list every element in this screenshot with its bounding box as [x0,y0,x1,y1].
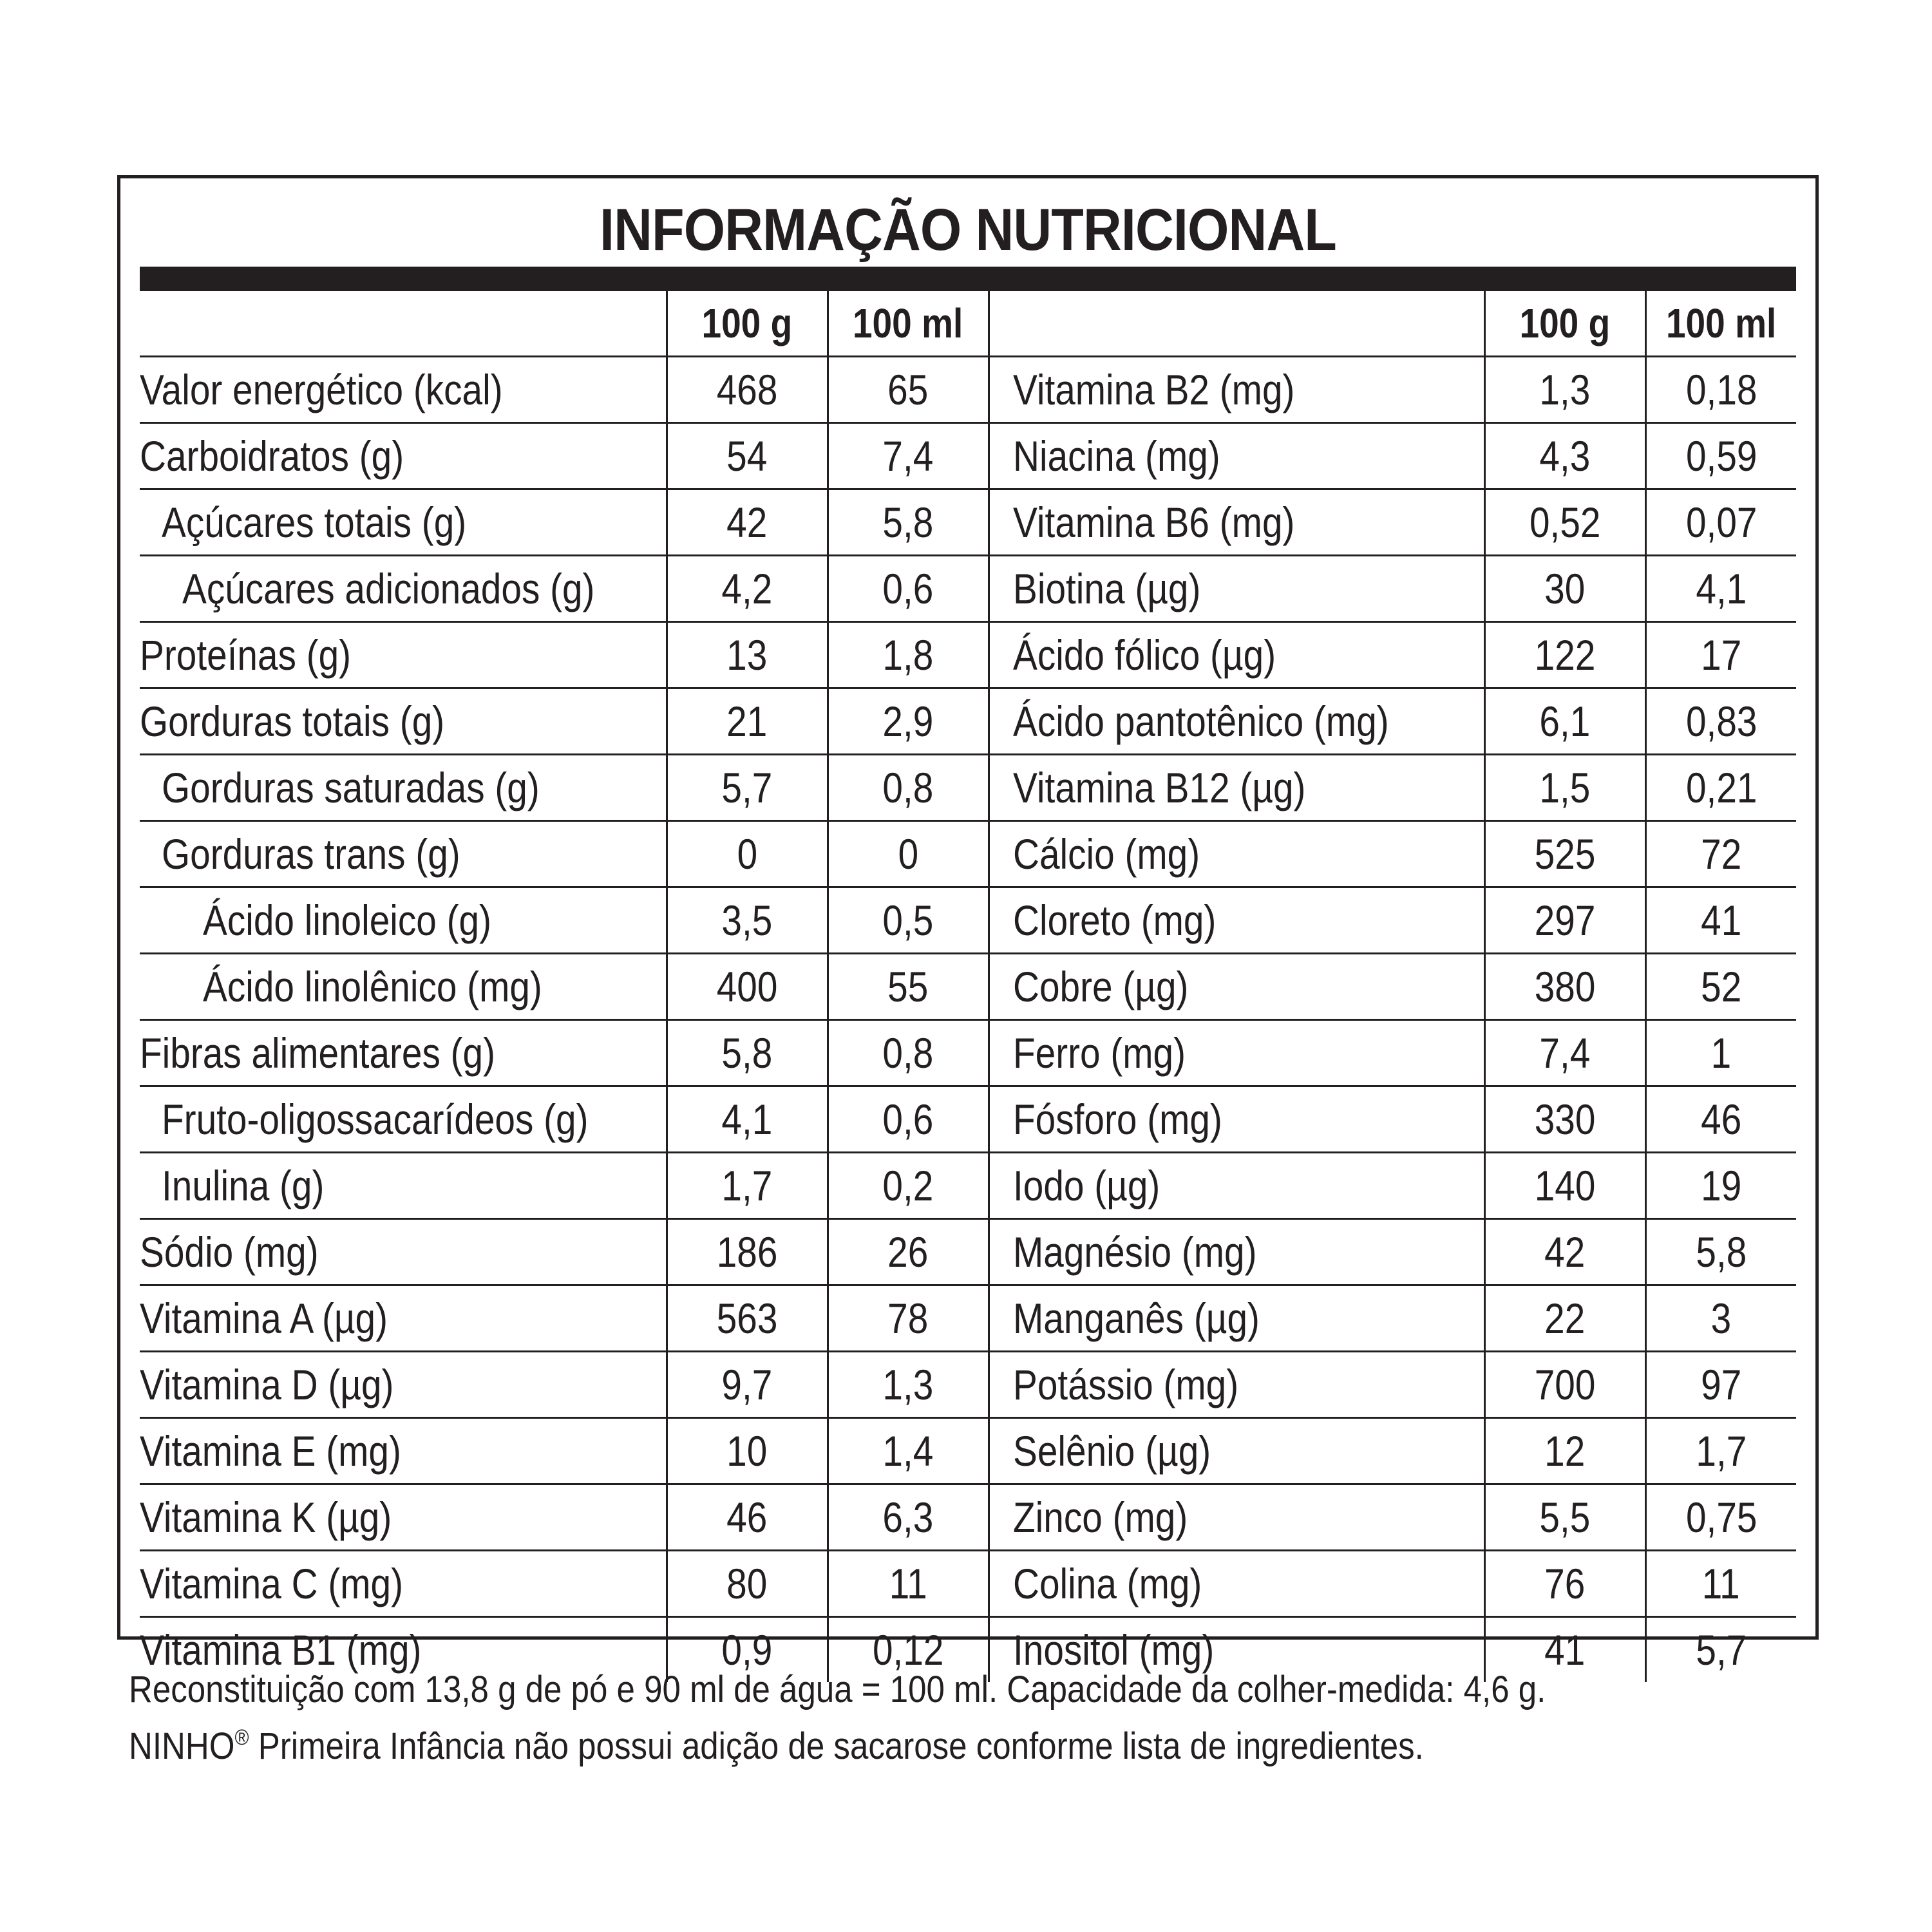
value-100g-right-text: 297 [1534,896,1596,944]
value-100g-left-text: 46 [726,1493,768,1541]
nutrient-label-left-text: Sódio (mg) [140,1228,319,1276]
nutrient-label-right-text: Cobre (µg) [1012,963,1188,1010]
value-100ml-left-text: 0,6 [882,565,934,612]
value-100g-right [1484,954,1645,1020]
value-100g-left [667,1153,828,1219]
nutrition-table [140,291,1796,1682]
value-100ml-left-text: 1,4 [882,1427,934,1475]
nutrient-label-right [989,887,1484,954]
value-100g-left-text: 3,5 [721,896,773,944]
nutrient-label-left-text: Gorduras totais (g) [140,697,445,745]
nutrient-label-left [140,954,667,1020]
value-100g-left-text: 468 [716,366,778,413]
value-100ml-right-text: 52 [1701,963,1742,1010]
value-100g-right [1484,357,1645,423]
nutrient-label-right [989,821,1484,887]
value-100ml-right-text: 11 [1702,1560,1741,1607]
nutrient-label-left-text: Açúcares totais (g) [162,498,467,546]
table-row [140,1086,1796,1153]
nutrient-label-left-text: Gorduras trans (g) [162,830,460,878]
value-100ml-left-text: 78 [887,1294,929,1342]
value-100ml-right-text: 1,7 [1696,1427,1747,1475]
value-100ml-left [828,1219,989,1285]
value-100ml-right [1645,887,1796,954]
value-100ml-left-text: 0,2 [882,1162,934,1209]
value-100g-left [667,489,828,556]
value-100ml-left [828,1285,989,1352]
table-row [140,489,1796,556]
value-100g-right-text: 1,5 [1539,764,1591,811]
value-100g-right-text: 330 [1534,1095,1596,1143]
value-100ml-left-text: 0,6 [882,1095,934,1143]
nutrient-label-right [989,556,1484,622]
table-row [140,1484,1796,1551]
value-100g-left [667,954,828,1020]
value-100ml-left-text: 55 [887,963,929,1010]
value-100ml-left [828,887,989,954]
value-100g-right [1484,1352,1645,1418]
value-100ml-left [828,489,989,556]
nutrient-label-right-text: Vitamina B12 (µg) [1012,764,1305,811]
value-100ml-left [828,622,989,688]
nutrient-label-right [989,1219,1484,1285]
value-100ml-right-text: 5,7 [1696,1626,1747,1674]
value-100ml-right [1645,1484,1796,1551]
value-100ml-left-text: 11 [889,1560,927,1607]
value-100g-left-text: 1,7 [721,1162,773,1209]
nutrient-label-left [140,887,667,954]
value-100g-right-text: 76 [1544,1560,1586,1607]
value-100g-right [1484,755,1645,821]
value-100g-left-text: 42 [726,498,768,546]
table-title: INFORMAÇÃO NUTRICIONAL [600,197,1336,263]
nutrient-label-left [140,1484,667,1551]
nutrient-label-left-text: Ácido linolênico (mg) [203,963,542,1010]
value-100ml-right-text: 4,1 [1696,565,1747,612]
nutrient-label-right [989,423,1484,489]
value-100g-right [1484,821,1645,887]
nutrient-label-right-text: Iodo (µg) [1012,1162,1160,1209]
nutrient-label-right [989,1551,1484,1617]
value-100ml-right [1645,357,1796,423]
nutrient-label-right [989,1153,1484,1219]
nutrient-label-right-text: Colina (mg) [1012,1560,1202,1607]
header-blank-right [989,291,1484,357]
nutrient-label-left-text: Vitamina D (µg) [140,1361,394,1408]
nutrient-label-left [140,1020,667,1086]
nutrient-label-left-text: Vitamina B1 (mg) [140,1626,422,1674]
table-row [140,688,1796,755]
value-100g-right-text: 122 [1534,631,1596,679]
table-row [140,954,1796,1020]
nutrient-label-left [140,1285,667,1352]
footnote-line-2 [129,1718,1659,1775]
value-100g-right-text: 30 [1544,565,1586,612]
value-100ml-left [828,1352,989,1418]
value-100ml-right [1645,1086,1796,1153]
value-100ml-left [828,556,989,622]
nutrient-label-right-text: Selênio (µg) [1012,1427,1211,1475]
value-100ml-right-text: 17 [1701,631,1742,679]
nutrient-label-right-text: Cloreto (mg) [1012,896,1216,944]
value-100g-left [667,1484,828,1551]
value-100ml-right-text: 5,8 [1696,1228,1747,1276]
value-100ml-left [828,1020,989,1086]
table-row [140,1219,1796,1285]
value-100ml-right [1645,1219,1796,1285]
value-100g-left [667,357,828,423]
value-100ml-right [1645,1418,1796,1484]
value-100g-left-text: 21 [726,697,768,745]
value-100ml-left-text: 0,12 [872,1626,944,1674]
value-100g-right [1484,423,1645,489]
value-100g-right-text: 41 [1544,1626,1586,1674]
table-row [140,1352,1796,1418]
header-100ml-right: 100 ml [1645,291,1796,357]
value-100ml-right [1645,688,1796,755]
table-row [140,1153,1796,1219]
value-100ml-right-text: 0,83 [1685,697,1757,745]
value-100ml-left-text: 1,8 [882,631,934,679]
nutrient-label-right-text: Ácido pantotênico (mg) [1012,697,1389,745]
value-100ml-left-text: 65 [887,366,929,413]
value-100ml-left [828,1551,989,1617]
nutrient-label-left-text: Vitamina K (µg) [140,1493,392,1541]
value-100g-left [667,1020,828,1086]
value-100g-left [667,821,828,887]
nutrient-label-left-text: Gorduras saturadas (g) [162,764,540,811]
value-100ml-right-text: 0,75 [1685,1493,1757,1541]
nutrient-label-right-text: Inositol (mg) [1012,1626,1214,1674]
value-100g-left [667,622,828,688]
value-100g-left-text: 80 [726,1560,768,1607]
table-row [140,1418,1796,1484]
value-100ml-left-text: 0 [898,830,918,878]
value-100ml-right-text: 46 [1701,1095,1742,1143]
value-100ml-left [828,821,989,887]
value-100g-left-text: 400 [716,963,778,1010]
value-100ml-left [828,357,989,423]
value-100g-right [1484,489,1645,556]
value-100ml-left [828,688,989,755]
value-100ml-right-text: 1 [1710,1029,1732,1077]
table-row [140,887,1796,954]
value-100g-left [667,1086,828,1153]
nutrient-label-right-text: Magnésio (mg) [1012,1228,1257,1276]
nutrient-label-left [140,357,667,423]
value-100g-right-text: 6,1 [1539,697,1591,745]
value-100g-left-text: 5,8 [721,1029,773,1077]
nutrient-label-right [989,688,1484,755]
value-100g-right-text: 22 [1544,1294,1586,1342]
value-100ml-right-text: 0,18 [1685,366,1757,413]
footnote-line-2-text: Primeira Infância não possui adição de sacarose conforme lista de ingredientes. [249,1725,1424,1767]
value-100g-left [667,688,828,755]
nutrient-label-left-text: Vitamina E (mg) [140,1427,401,1475]
value-100g-right [1484,556,1645,622]
value-100g-left [667,556,828,622]
value-100g-right [1484,1551,1645,1617]
nutrient-label-right-text: Potássio (mg) [1012,1361,1238,1408]
header-100g-right: 100 g [1484,291,1645,357]
nutrition-facts-panel [117,175,1819,1674]
nutrient-label-right-text: Ferro (mg) [1012,1029,1186,1077]
value-100ml-left-text: 0,5 [882,896,934,944]
value-100g-left-text: 563 [716,1294,778,1342]
footnote-line-1: Reconstituição com 13,8 g de pó e 90 ml de água = 100 ml. Capacidade da colher-medida: 4,6 g. [129,1669,1546,1710]
value-100g-right [1484,688,1645,755]
table-row [140,622,1796,688]
header-100ml-left: 100 ml [828,291,989,357]
nutrient-label-left-text: Açúcares adicionados (g) [182,565,595,612]
value-100ml-right [1645,622,1796,688]
nutrient-label-left-text: Vitamina A (µg) [140,1294,388,1342]
nutrient-label-right [989,1352,1484,1418]
value-100g-right [1484,1153,1645,1219]
value-100g-right-text: 7,4 [1539,1029,1591,1077]
nutrient-label-right [989,622,1484,688]
value-100ml-left-text: 0,8 [882,764,934,811]
value-100g-right-text: 700 [1534,1361,1596,1408]
nutrient-label-right [989,755,1484,821]
table-row [140,755,1796,821]
nutrient-label-right-text: Zinco (mg) [1012,1493,1188,1541]
value-100ml-left-text: 6,3 [882,1493,934,1541]
value-100ml-left-text: 2,9 [882,697,934,745]
value-100g-left [667,887,828,954]
nutrient-label-left [140,755,667,821]
value-100ml-right [1645,423,1796,489]
nutrient-label-left-text: Vitamina C (mg) [140,1560,403,1607]
nutrient-label-right [989,1484,1484,1551]
value-100g-right [1484,1484,1645,1551]
value-100ml-left [828,1418,989,1484]
nutrient-label-right [989,1285,1484,1352]
value-100g-right [1484,1086,1645,1153]
nutrient-label-right-text: Cálcio (mg) [1012,830,1200,878]
table-row [140,1551,1796,1617]
value-100g-right [1484,1020,1645,1086]
value-100ml-right [1645,755,1796,821]
value-100ml-right [1645,821,1796,887]
value-100g-left-text: 9,7 [721,1361,773,1408]
nutrient-label-left [140,556,667,622]
value-100g-left-text: 13 [726,631,768,679]
nutrition-table-body [140,291,1796,1682]
value-100ml-right [1645,954,1796,1020]
value-100ml-left [828,755,989,821]
value-100g-left-text: 54 [726,432,768,480]
value-100g-left-text: 4,1 [721,1095,773,1143]
value-100g-left [667,423,828,489]
nutrient-label-left [140,489,667,556]
value-100ml-left [828,1153,989,1219]
header-blank-left [140,291,667,357]
nutrient-label-left-text: Carboidratos (g) [140,432,404,480]
value-100ml-left-text: 7,4 [882,432,934,480]
value-100g-left [667,1219,828,1285]
value-100g-right [1484,622,1645,688]
table-row [140,1285,1796,1352]
value-100g-left [667,1418,828,1484]
footnote [129,1662,1868,1775]
nutrient-label-right-text: Vitamina B6 (mg) [1012,498,1294,546]
brand-name: NINHO [129,1725,235,1767]
value-100ml-left [828,954,989,1020]
title-divider-bar [140,267,1796,291]
value-100g-left-text: 4,2 [721,565,773,612]
value-100g-right-text: 525 [1534,830,1596,878]
nutrient-label-right-text: Ácido fólico (µg) [1012,631,1276,679]
value-100g-right-text: 12 [1544,1427,1586,1475]
nutrient-label-right [989,489,1484,556]
value-100ml-right-text: 0,59 [1685,432,1757,480]
value-100g-right-text: 140 [1534,1162,1596,1209]
table-row [140,423,1796,489]
nutrient-label-left-text: Ácido linoleico (g) [203,896,491,944]
nutrient-label-left [140,1086,667,1153]
nutrient-label-left-text: Proteínas (g) [140,631,352,679]
table-header-row [140,291,1796,357]
value-100g-left-text: 0 [737,830,757,878]
nutrient-label-left-text: Fruto-oligossacarídeos (g) [162,1095,589,1143]
value-100ml-left-text: 1,3 [882,1361,934,1408]
nutrient-label-left [140,1153,667,1219]
nutrient-label-right-text: Manganês (µg) [1012,1294,1260,1342]
nutrient-label-left [140,1219,667,1285]
registered-mark: ® [234,1725,249,1750]
value-100ml-right-text: 97 [1701,1361,1742,1408]
value-100g-right [1484,1418,1645,1484]
nutrient-label-left-text: Fibras alimentares (g) [140,1029,495,1077]
value-100ml-left [828,1484,989,1551]
value-100ml-right-text: 19 [1701,1162,1742,1209]
value-100g-left [667,755,828,821]
nutrient-label-right-text: Niacina (mg) [1012,432,1220,480]
nutrient-label-left [140,423,667,489]
value-100ml-right-text: 3 [1710,1294,1732,1342]
value-100ml-right [1645,1285,1796,1352]
value-100ml-right [1645,1153,1796,1219]
value-100ml-left-text: 5,8 [882,498,934,546]
value-100g-left [667,1352,828,1418]
value-100ml-right-text: 0,07 [1685,498,1757,546]
value-100g-right [1484,1285,1645,1352]
nutrient-label-right [989,1418,1484,1484]
nutrient-label-right [989,1086,1484,1153]
value-100g-right-text: 0,52 [1529,498,1601,546]
nutrient-label-left [140,1551,667,1617]
value-100g-left-text: 10 [726,1427,768,1475]
value-100ml-right-text: 0,21 [1685,764,1757,811]
value-100g-right-text: 42 [1544,1228,1586,1276]
nutrient-label-right-text: Fósforo (mg) [1012,1095,1222,1143]
nutrient-label-left [140,1418,667,1484]
value-100g-right [1484,1219,1645,1285]
value-100g-left-text: 0,9 [721,1626,773,1674]
value-100ml-right-text: 41 [1701,896,1742,944]
header-100g-left: 100 g [667,291,828,357]
table-row [140,357,1796,423]
value-100g-right-text: 1,3 [1539,366,1591,413]
table-row [140,821,1796,887]
value-100ml-left [828,423,989,489]
value-100g-right-text: 4,3 [1539,432,1591,480]
value-100g-right-text: 5,5 [1539,1493,1591,1541]
value-100g-left [667,1285,828,1352]
value-100g-left-text: 186 [716,1228,778,1276]
value-100ml-right-text: 72 [1701,830,1742,878]
value-100ml-right [1645,556,1796,622]
value-100g-left-text: 5,7 [721,764,773,811]
value-100ml-right [1645,1020,1796,1086]
table-row [140,556,1796,622]
nutrient-label-left [140,622,667,688]
nutrient-label-left-text: Valor energético (kcal) [140,366,503,413]
value-100ml-right [1645,1551,1796,1617]
value-100g-right-text: 380 [1534,963,1596,1010]
nutrient-label-left [140,821,667,887]
nutrient-label-right [989,357,1484,423]
value-100ml-right [1645,489,1796,556]
value-100ml-left [828,1086,989,1153]
nutrient-label-left [140,1352,667,1418]
nutrient-label-left-text: Inulina (g) [162,1162,325,1209]
nutrient-label-right [989,954,1484,1020]
value-100g-left [667,1551,828,1617]
nutrient-label-right-text: Biotina (µg) [1012,565,1200,612]
nutrient-label-right-text: Vitamina B2 (mg) [1012,366,1294,413]
value-100g-right [1484,887,1645,954]
table-row [140,1020,1796,1086]
value-100ml-left-text: 0,8 [882,1029,934,1077]
nutrient-label-right [989,1020,1484,1086]
nutrient-label-left [140,688,667,755]
value-100ml-right [1645,1352,1796,1418]
value-100ml-left-text: 26 [887,1228,929,1276]
